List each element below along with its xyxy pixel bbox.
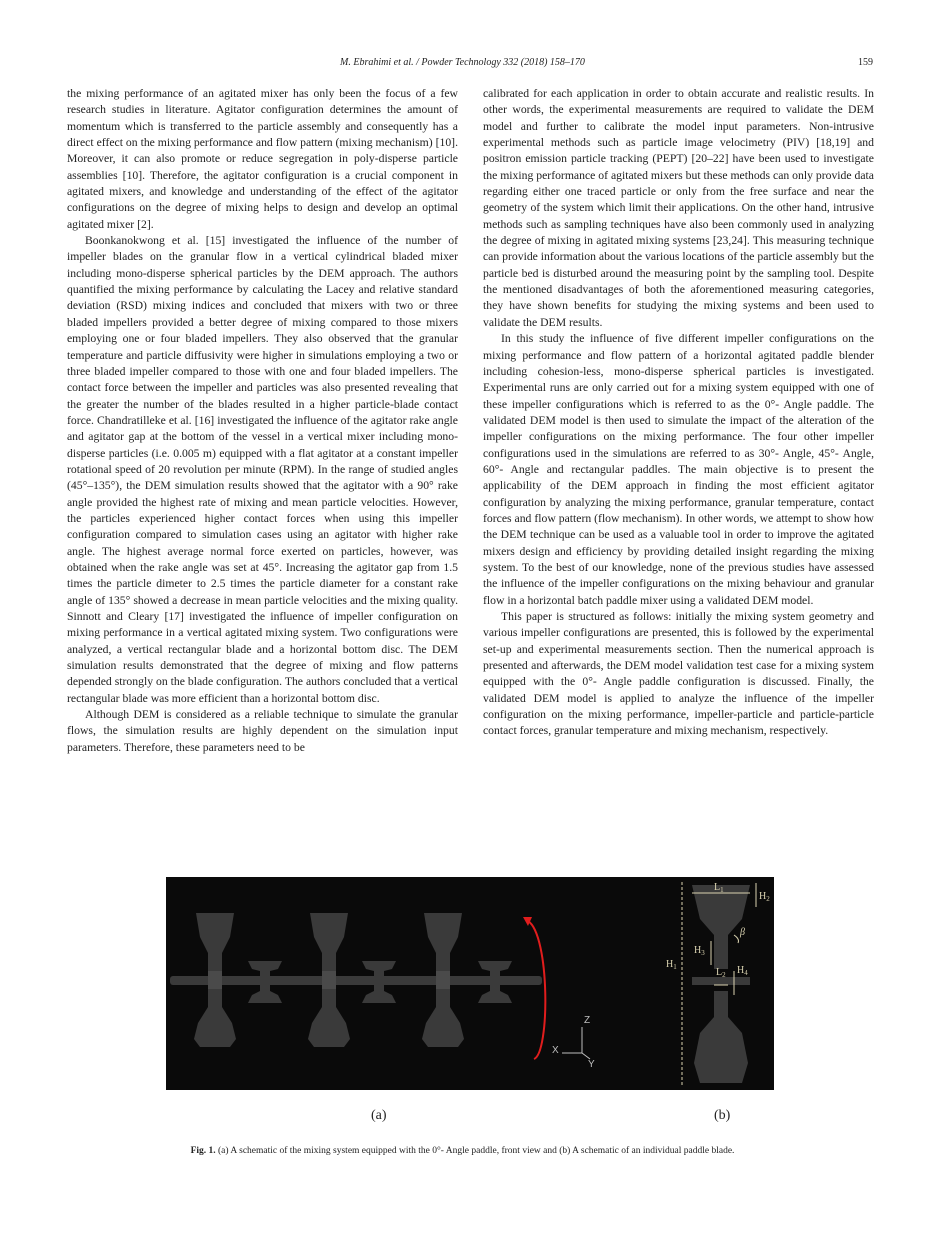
label-h4: H <box>737 965 745 976</box>
blade-shaft-section <box>692 977 750 985</box>
paragraph: calibrated for each application in order to obtain accurate and realistic results. In other words, the experimental measurements are required to validate the DEM model and further to calibrate the model input parameters. Non-intrusive experimental methods such as particle image velocimetry (PIV) [18,19] and positron emission particle tracking (PEPT) [20–22] have been used to investigate the mixing performance of agitated mixers but these methods can only provide data regarding either one traced particle or only from the free surface and near the geometry of the system which limit their applications. On the other hand, intrusive methods such as sampling techniques have also been commonly used in analyzing the degree of mixing in agitated mixing systems [23,24]. This measuring technique can provide information about the various locations of the particle assembly but the particle bed is disturbed around the measuring point by the sampling tool. Despite the mentioned disadvantages of both the aforementioned measuring categories, they have shown benefits for studying the mixing systems and been used to validate the DEM results. <box>483 87 874 329</box>
label-h1: H <box>666 959 674 970</box>
y-axis-label: Y <box>588 1059 595 1070</box>
running-head: M. Ebrahimi et al. / Powder Technology 332 (2018) 158–170 <box>340 57 585 68</box>
label-h3-sub: 3 <box>701 949 705 957</box>
label-h2: H <box>759 891 767 902</box>
label-h1-sub: 1 <box>673 963 677 971</box>
x-axis-label: X <box>552 1045 559 1056</box>
paddle-hub <box>208 971 222 989</box>
label-beta: β <box>740 927 745 938</box>
page-header <box>0 57 925 73</box>
figure-illustration <box>166 877 774 1090</box>
figure-caption <box>0 1146 925 1156</box>
paragraph: This paper is structured as follows: initially the mixing system geometry and various impeller configurations are presented, this is followed by the experimental set-up and experimental measurements section. Then the numerical approach is presented and afterwards, the DEM model validation test case for a mixing system equipped with the 0°- Angle paddle configuration is discussed. Finally, the validated DEM model is applied to analyze the influence of the impeller configuration on the mixing performance, impeller-particle and particle-particle contact forces, granular temperature and mixing mechanism, respectively. <box>483 610 874 738</box>
caption-text: (a) A schematic of the mixing system equipped with the 0°- Angle paddle, front view and (b) A schematic of an individual paddle blade. <box>218 1146 735 1156</box>
paragraph: the mixing performance of an agitated mixer has only been the focus of a few research studies in literature. Agitator configuration determines the amount of momentum which is transferred to the particle assembly and consequently has a direct effect on the mixing performance and flow pattern (mixing mechanism) [10]. Moreover, it can also promote or reduce segregation in poly-disperse particle assemblies [10]. Therefore, the agitator configuration is a crucial component in agitated mixers, and knowledge and understanding of the effect of the agitator configurations on the degree of mixing helps to design and develop an optimal agitated mixer [2]. <box>67 87 458 231</box>
label-l2: L <box>716 967 723 978</box>
page-number: 159 <box>858 57 873 68</box>
paragraph: Boonkanokwong et al. [15] investigated the influence of the number of impeller blades on the granular flow in a vertical cylindrical bladed mixer including mono-disperse spherical particles by the DEM approach. The authors quantified the mixing performance by calculating the Lacey and relative standard deviation (RSD) mixing indices and concluded that mixers with two or three bladed impellers provided a better degree of mixing compared to those mixers employing one or four bladed impellers. They also observed that the granular temperature and particle diffusivity were higher in simulations employing a two or three bladed impeller compared to those with one and four bladed impellers. The contact force between the impeller and particles was also presented revealing that the greater the number of the blades resulted in a higher particle-blade contact force. Chandratilleke et al. [16] investigated the influence of the agitator rake angle and agitator gap at the bottom of the vessel in a vertical mixer including mono-disperse particles (i.e. 0.005 m) equipped with a flat agitator at a constant impeller rotational speed of 20 revolution per minute (RPM). In the range of studied angles (45°–135°), the DEM simulation results showed that the agitator with a 90° rake angle provided the highest rate of mixing and mean particle velocities. However, the particles experienced higher contact forces when using this impeller configuration compared to simulation cases using an agitator with higher rake angle. The highest average normal force exerted on particles, however, was obtained when the rake angle was set at 45°. Increasing the agitator gap from 1.5 times the particle dimeter to 2.5 times the particle diameter for a constant rake angle of 135° showed a decrease in mean particle velocities and the mixing quality. Sinnott and Cleary [17] investigated the influence of impeller configuration on mixing performance in a vertical agitated mixing system. Two configurations were analyzed, a vertical rectangular blade and a horizontal bottom disc. The DEM simulation results demonstrated that the degree of mixing and flow patterns depended strongly on the blade configuration. The authors concluded that a vertical rectangular blade was more efficient than a horizontal bottom disc. <box>67 234 458 705</box>
paragraph: Although DEM is considered as a reliable technique to simulate the granular flows, the simulation results are highly dependent on the simulation input parameters. Therefore, these parameters need to be <box>67 708 458 754</box>
label-l1: L <box>714 882 721 893</box>
subfigure-label-a: (a) <box>371 1108 387 1123</box>
label-h2-sub: 2 <box>766 895 770 903</box>
label-h4-sub: 4 <box>744 969 748 977</box>
figure-1 <box>166 877 774 1090</box>
paragraph: In this study the influence of five different impeller configurations on the mixing performance and flow pattern of a horizontal agitated paddle blender including cohesion-less, mono-disperse spherical particles is investigated. Experimental runs are only carried out for a mixing system equipped with one of these impeller configurations which is referred to as the 0°- Angle paddle. The validated DEM model is then used to simulate the impact of the alteration of the impeller configurations on the mixing performance. The four other impeller configurations used in the simulations are referred to as 30°- Angle, 45°- Angle, 60°- Angle and rectangular paddles. The main objective is to present the applicability of the DEM approach in finding the most efficient agitator configuration by analyzing the mixing performance, granular temperature, contact forces and flow pattern (flow mechanism). In other words, we attempt to show how the DEM technique can be used as a valuable tool in order to improve the agitated mixers design and efficiency by providing detailed insight regarding the mixing system. To the best of our knowledge, none of the previous studies have assessed the influence of the impeller configurations on the mixing behaviour and granular flow in a horizontal batch paddle mixer using a validated DEM model. <box>483 332 874 607</box>
subfigure-label-b: (b) <box>714 1108 731 1123</box>
right-column <box>483 86 874 740</box>
label-l1-sub: 1 <box>720 886 724 894</box>
mixer-shaft <box>170 976 542 985</box>
left-column <box>67 86 458 756</box>
z-axis-label: Z <box>584 1015 591 1026</box>
paddle-hub <box>322 971 336 989</box>
caption-prefix: Fig. 1. <box>190 1146 216 1156</box>
label-h3: H <box>694 945 702 956</box>
label-l2-sub: 2 <box>722 971 726 979</box>
single-paddle-blade <box>692 885 750 1083</box>
paddle-hub <box>436 971 450 989</box>
